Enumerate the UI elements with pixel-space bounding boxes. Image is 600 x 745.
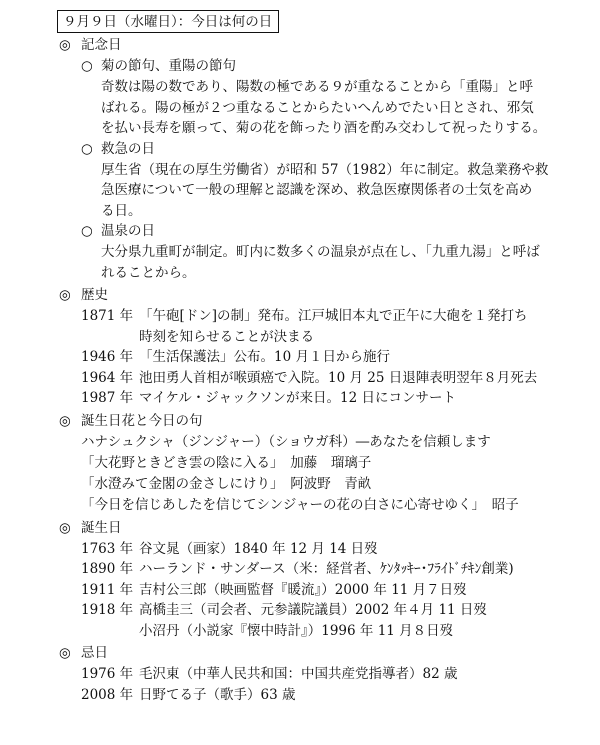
deaths-heading: 忌日 <box>81 645 108 661</box>
item-bullet: ○ <box>81 223 93 239</box>
anniversary-heading: 記念日 <box>81 37 122 53</box>
item-text-emergency: 厚生省（現在の厚生労働省）が昭和 57（1982）年に制定。救急業務や救 急医療について一般の理解と認識を深め、救急医療関係者の士気を高め る日。 <box>101 161 549 219</box>
birthday-heading: 誕生日 <box>81 519 122 536</box>
history-row: 1964 年 池田勇人首相が喉頭癌で入院。10 月 25 日退陣表明翌年８月死去 <box>81 369 538 386</box>
history-row: 1987 年 マイケル・ジャックソンが来日。12 日にコンサート <box>81 390 456 406</box>
history-row-continued: 時刻を知らせることが決まる <box>139 328 315 345</box>
birthday-row: 1918 年 高橋圭三（司会者、元参議院議員）2002 年４月 11 日歿 <box>81 602 487 618</box>
item-title-emergency: 救急の日 <box>101 140 155 157</box>
haiku-line: 「大花野ときどき雲の陰に入る」 加藤 瑠璃子 <box>81 454 372 471</box>
tanka-line: 「今日を信じあしたを信じてシンジャーの花の白さに心寄せゆく」 昭子 <box>81 496 519 513</box>
item-bullet: ○ <box>81 140 93 157</box>
section-bullet: ◎ <box>59 412 71 429</box>
history-heading: 歴史 <box>81 287 108 303</box>
section-bullet: ◎ <box>59 645 71 661</box>
history-section <box>57 285 587 409</box>
deaths-section <box>57 643 587 705</box>
anniversary-section <box>57 35 587 283</box>
birthday-row: 1911 年 吉村公三郎（映画監督『暖流』）2000 年 11 月７日歿 <box>81 581 467 598</box>
item-text-chrysanthemum: 奇数は陽の数であり、陽数の極である９が重なることから「重陽」と呼 ばれる。陽の極が２つ重なることからたいへんめでたい日とされ、邪気 を払い長寿を願って、菊の花を飾ったり酒を酌み交わして祝ったりする。 <box>101 79 547 136</box>
death-row: 1976 年 毛沢東（中華人民共和国：中国共産党指導者）82 歳 <box>81 666 458 682</box>
flower-section <box>57 411 587 516</box>
birthday-row: 1890 年 ハーランド・サンダース（米：経営者、ｹﾝﾀｯｷｰ･ﾌﾗｲﾄﾞﾁｷﾝ創業) <box>81 561 514 577</box>
birthday-row-continued: 小沼丹（小説家『懐中時計』）1996 年 11 月８日歿 <box>139 622 454 639</box>
item-bullet: ○ <box>81 58 93 74</box>
title-box: ９月９日（水曜日）：今日は何の日 <box>57 10 279 33</box>
flower-line: ハナシュクシャ（ジンジャー）（ショウガ科）―あなたを信頼します <box>81 433 491 450</box>
document-page <box>57 10 587 705</box>
birthday-row: 1763 年 谷文晁（画家）1840 年 12 月 14 日歿 <box>81 540 378 557</box>
birthday-section <box>57 518 587 642</box>
history-row: 1871 年 「午砲[ドン]の制」発布。江戸城旧本丸で正午に大砲を１発打ち <box>81 308 528 324</box>
item-text-onsen: 大分県九重町が制定。町内に数多くの温泉が点在し、「九重九湯」と呼ば れることから。 <box>101 244 540 281</box>
item-title-chrysanthemum: 菊の節句、重陽の節句 <box>101 58 236 74</box>
history-row: 1946 年 「生活保護法」公布。10 月１日から施行 <box>81 349 390 365</box>
section-bullet: ◎ <box>59 519 71 536</box>
haiku-line: 「水澄みて金閣の金さしにけり」 阿波野 青畝 <box>81 475 372 492</box>
death-row: 2008 年 日野てる子（歌手）63 歳 <box>81 686 296 703</box>
flower-heading: 誕生日花と今日の句 <box>81 412 203 429</box>
item-title-onsen: 温泉の日 <box>101 223 155 239</box>
section-bullet: ◎ <box>59 37 71 53</box>
section-bullet: ◎ <box>59 287 71 303</box>
